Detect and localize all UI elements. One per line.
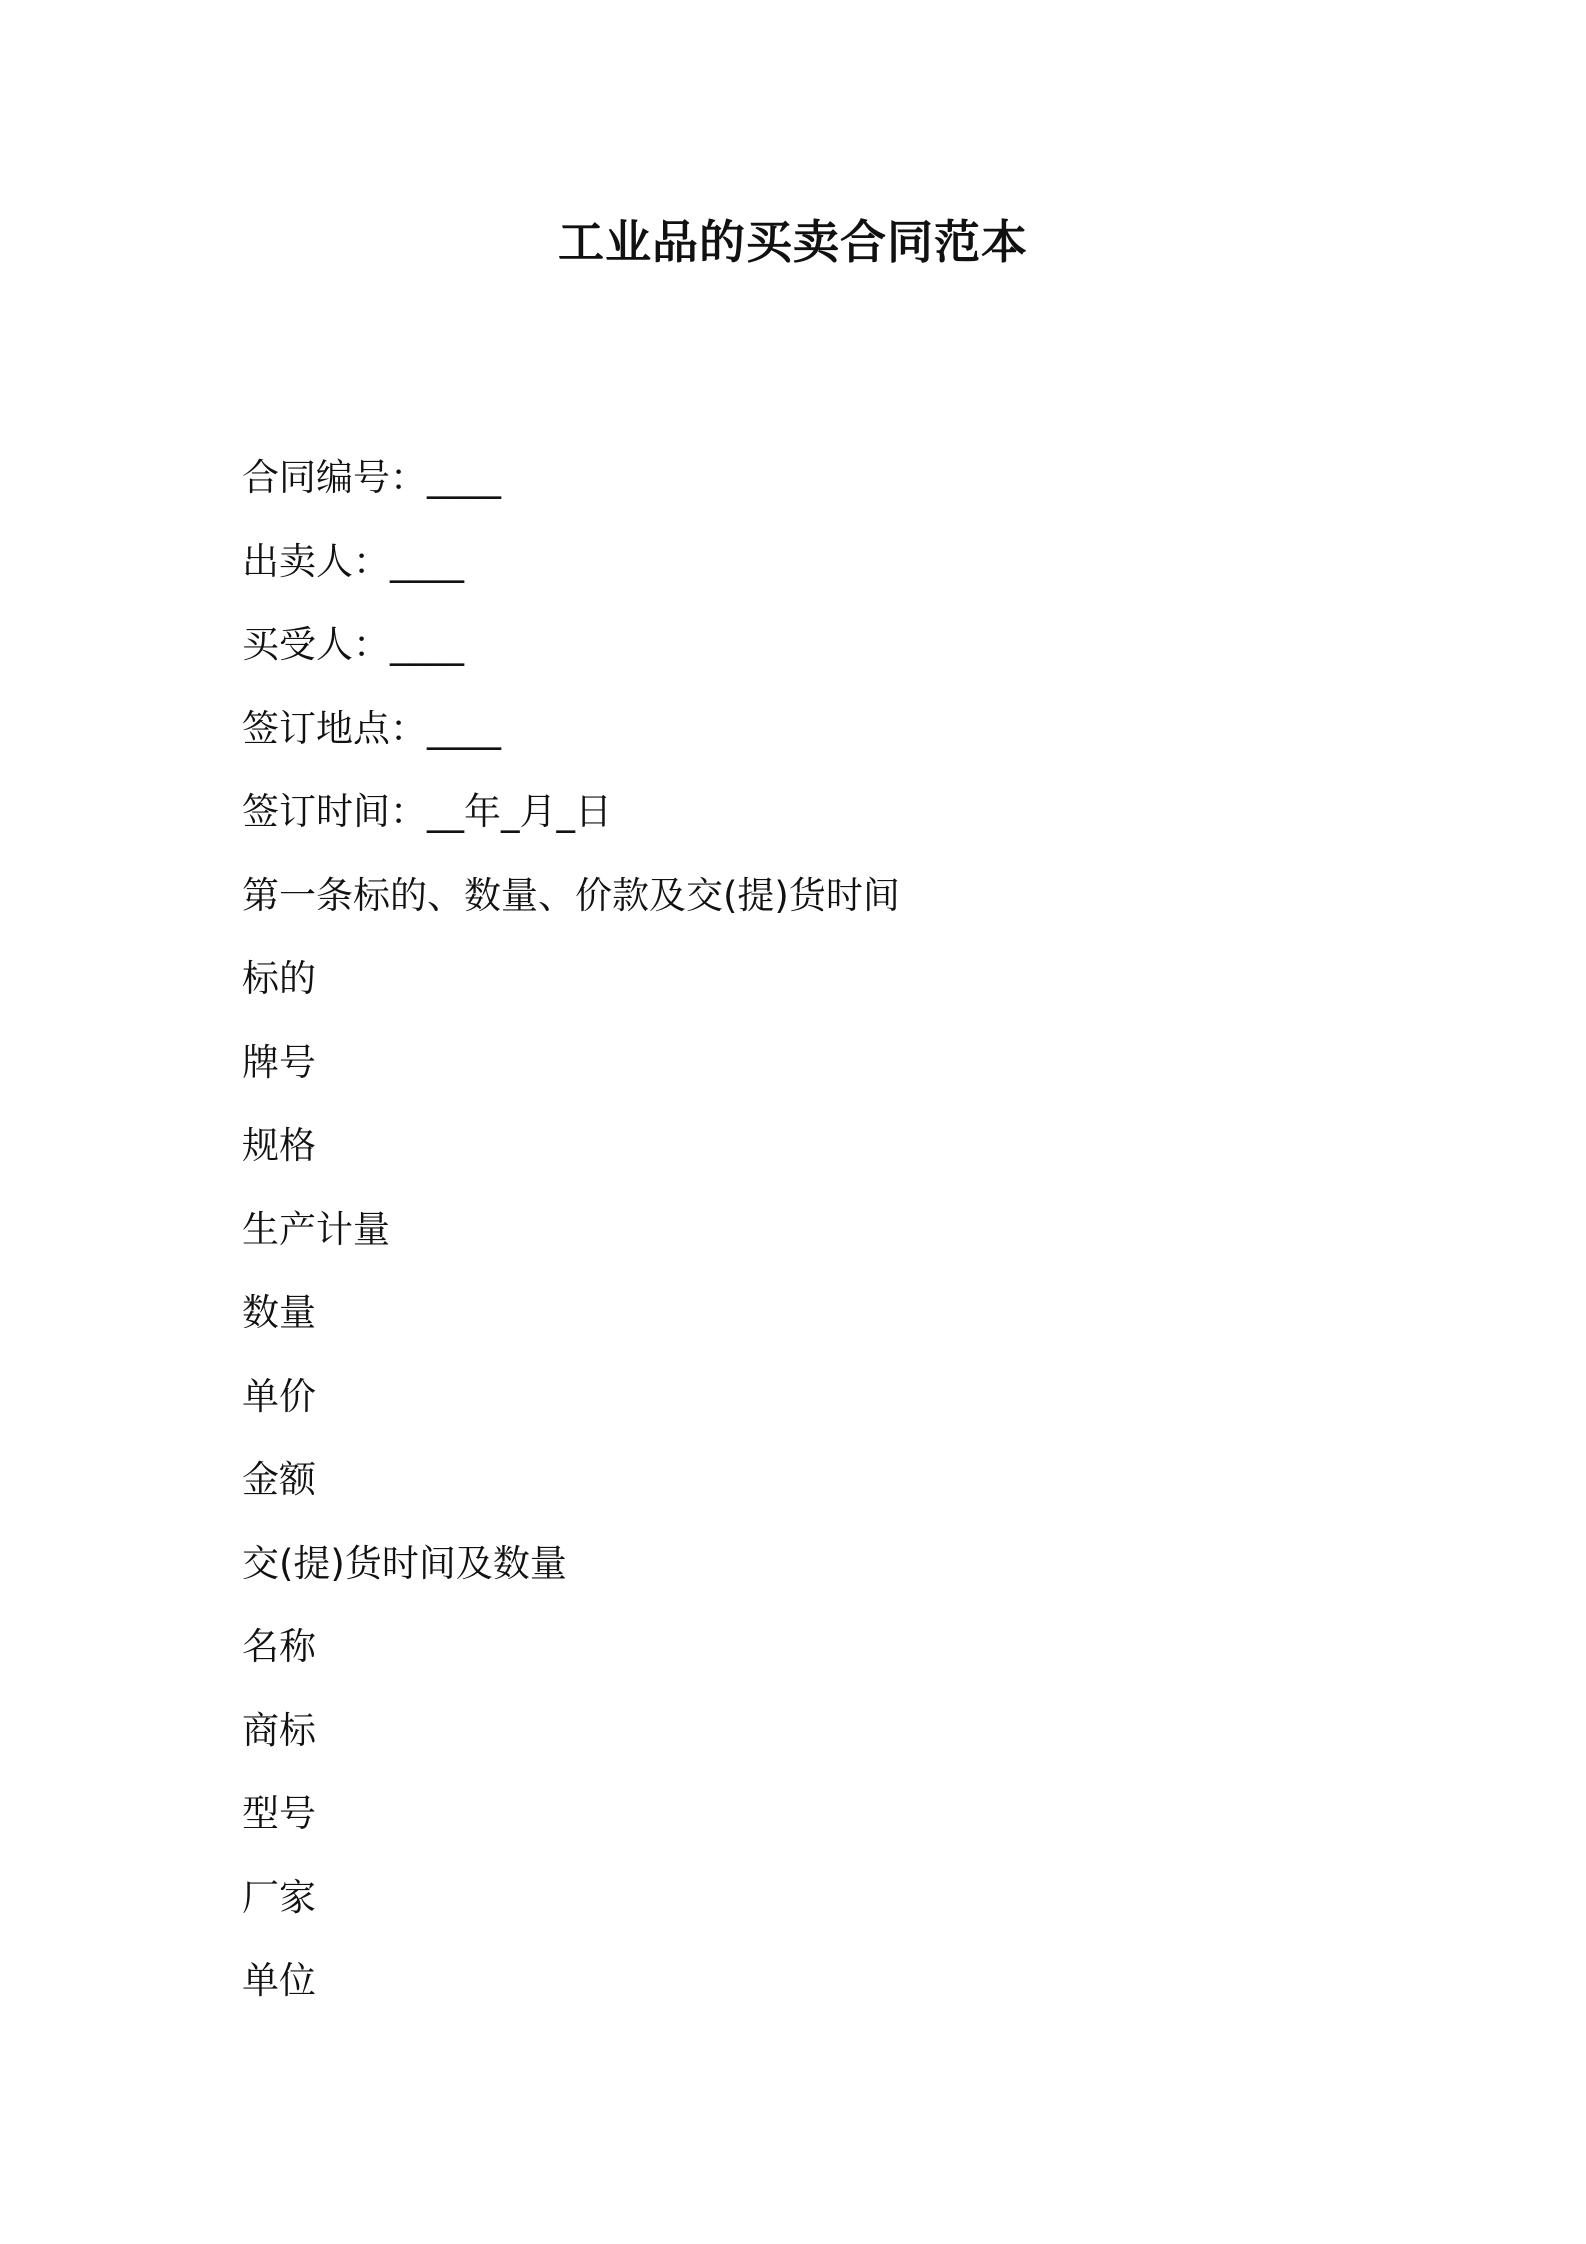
field-manufacturer: 厂家 xyxy=(242,1875,316,1919)
field-trademark: 商标 xyxy=(242,1708,316,1752)
signing-place-line: 签订地点：____ xyxy=(242,706,501,750)
field-specification: 规格 xyxy=(242,1124,316,1167)
article-one-heading: 第一条标的、数量、价款及交(提)货时间 xyxy=(242,873,900,917)
field-quantity: 数量 xyxy=(242,1291,316,1334)
document-body xyxy=(242,445,1442,2032)
contract-number-line: 合同编号：____ xyxy=(242,456,501,499)
buyer-line: 买受人：____ xyxy=(242,623,464,666)
field-grade: 牌号 xyxy=(242,1040,316,1084)
field-unit: 单位 xyxy=(242,1959,316,2002)
field-subject: 标的 xyxy=(242,957,316,1000)
document-title: 工业品的买卖合同范本 xyxy=(558,215,1028,269)
signing-date-line: 签订时间：__年_月_日 xyxy=(242,790,612,833)
field-model: 型号 xyxy=(242,1792,316,1835)
seller-line: 出卖人：____ xyxy=(242,539,464,583)
field-production-measurement: 生产计量 xyxy=(242,1207,390,1251)
field-unit-price: 单价 xyxy=(242,1374,316,1418)
field-name: 名称 xyxy=(242,1625,316,1668)
field-amount: 金额 xyxy=(242,1458,316,1501)
field-delivery-time-quantity: 交(提)货时间及数量 xyxy=(242,1541,567,1585)
